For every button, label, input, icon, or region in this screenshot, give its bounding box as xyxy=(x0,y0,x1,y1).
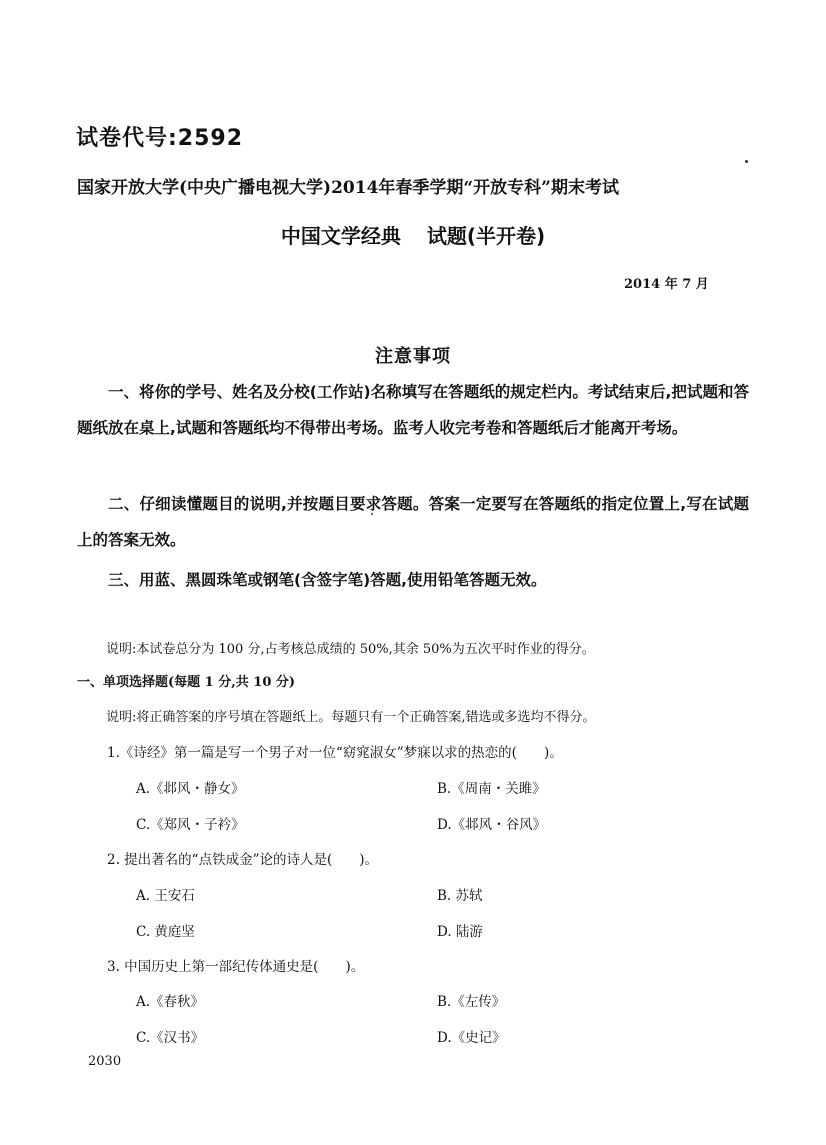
question-1-option-b: B.《周南・关雎》 xyxy=(437,781,546,797)
question-2-option-c: C. 黄庭坚 xyxy=(136,924,195,940)
question-3-option-a: A.《春秋》 xyxy=(136,994,205,1010)
question-1-option-d: D.《邶风・谷风》 xyxy=(437,817,547,833)
overall-note: 说明:本试卷总分为 100 分,占考核总成绩的 50%,其余 50%为五次平时作业的得分。 xyxy=(106,642,595,657)
exam-title xyxy=(0,220,826,249)
question-2-option-d: D. 陆游 xyxy=(437,924,483,940)
notice-item-3: 三、用蓝、黑圆珠笔或钢笔(含签字笔)答题,使用铅笔答题无效。 xyxy=(108,571,547,589)
question-3-option-d: D.《史记》 xyxy=(437,1030,506,1046)
exam-date: 2014 年 7 月 xyxy=(624,277,709,292)
question-1-stem: 1.《诗经》第一篇是写一个男子对一位“窈窕淑女”梦寐以求的热恋的( )。 xyxy=(107,745,563,761)
notice-item-2: 二、仔细读懂题目的说明,并按题目要求答题。答案一定要写在答题纸的指定位置上,写在试题上的答案无效。 xyxy=(77,495,749,549)
question-2-option-b: B. 苏轼 xyxy=(437,888,483,904)
question-2-stem: 2. 提出著名的“点铁成金”论的诗人是( )。 xyxy=(107,852,379,868)
question-1-option-a: A.《邶风・静女》 xyxy=(136,781,245,797)
question-3-option-b: B.《左传》 xyxy=(437,994,506,1010)
section1-instruction: 说明:将正确答案的序号填在答题纸上。每题只有一个正确答案,错选或多选均不得分。 xyxy=(106,710,596,725)
notice-item-1: 一、将你的学号、姓名及分校(工作站)名称填写在答题纸的规定栏内。考试结束后,把试题和答题纸放在桌上,试题和答题纸均不得带出考场。监考人收完考卷和答题纸后才能离开考场。 xyxy=(77,383,749,437)
notice-title: 注意事项 xyxy=(375,346,451,367)
exam-university-line: 国家开放大学(中央广播电视大学)2014年春季学期“开放专科”期末考试 xyxy=(77,178,619,198)
exam-title-main: 中国文学经典 xyxy=(280,224,401,248)
question-3-option-c: C.《汉书》 xyxy=(136,1030,205,1046)
section1-heading: 一、单项选择题(每题 1 分,共 10 分) xyxy=(77,675,296,690)
question-1-option-c: C.《郑风・子衿》 xyxy=(136,817,245,833)
scan-speck xyxy=(745,160,748,163)
question-2-option-a: A. 王安石 xyxy=(136,888,195,904)
page-number: 2030 xyxy=(88,1054,122,1069)
exam-title-sub: 试题(半开卷) xyxy=(426,224,546,248)
paper-code: 试卷代号:2592 xyxy=(76,126,244,151)
scan-speck xyxy=(371,513,373,515)
question-3-stem: 3. 中国历史上第一部纪传体通史是( )。 xyxy=(107,959,365,975)
